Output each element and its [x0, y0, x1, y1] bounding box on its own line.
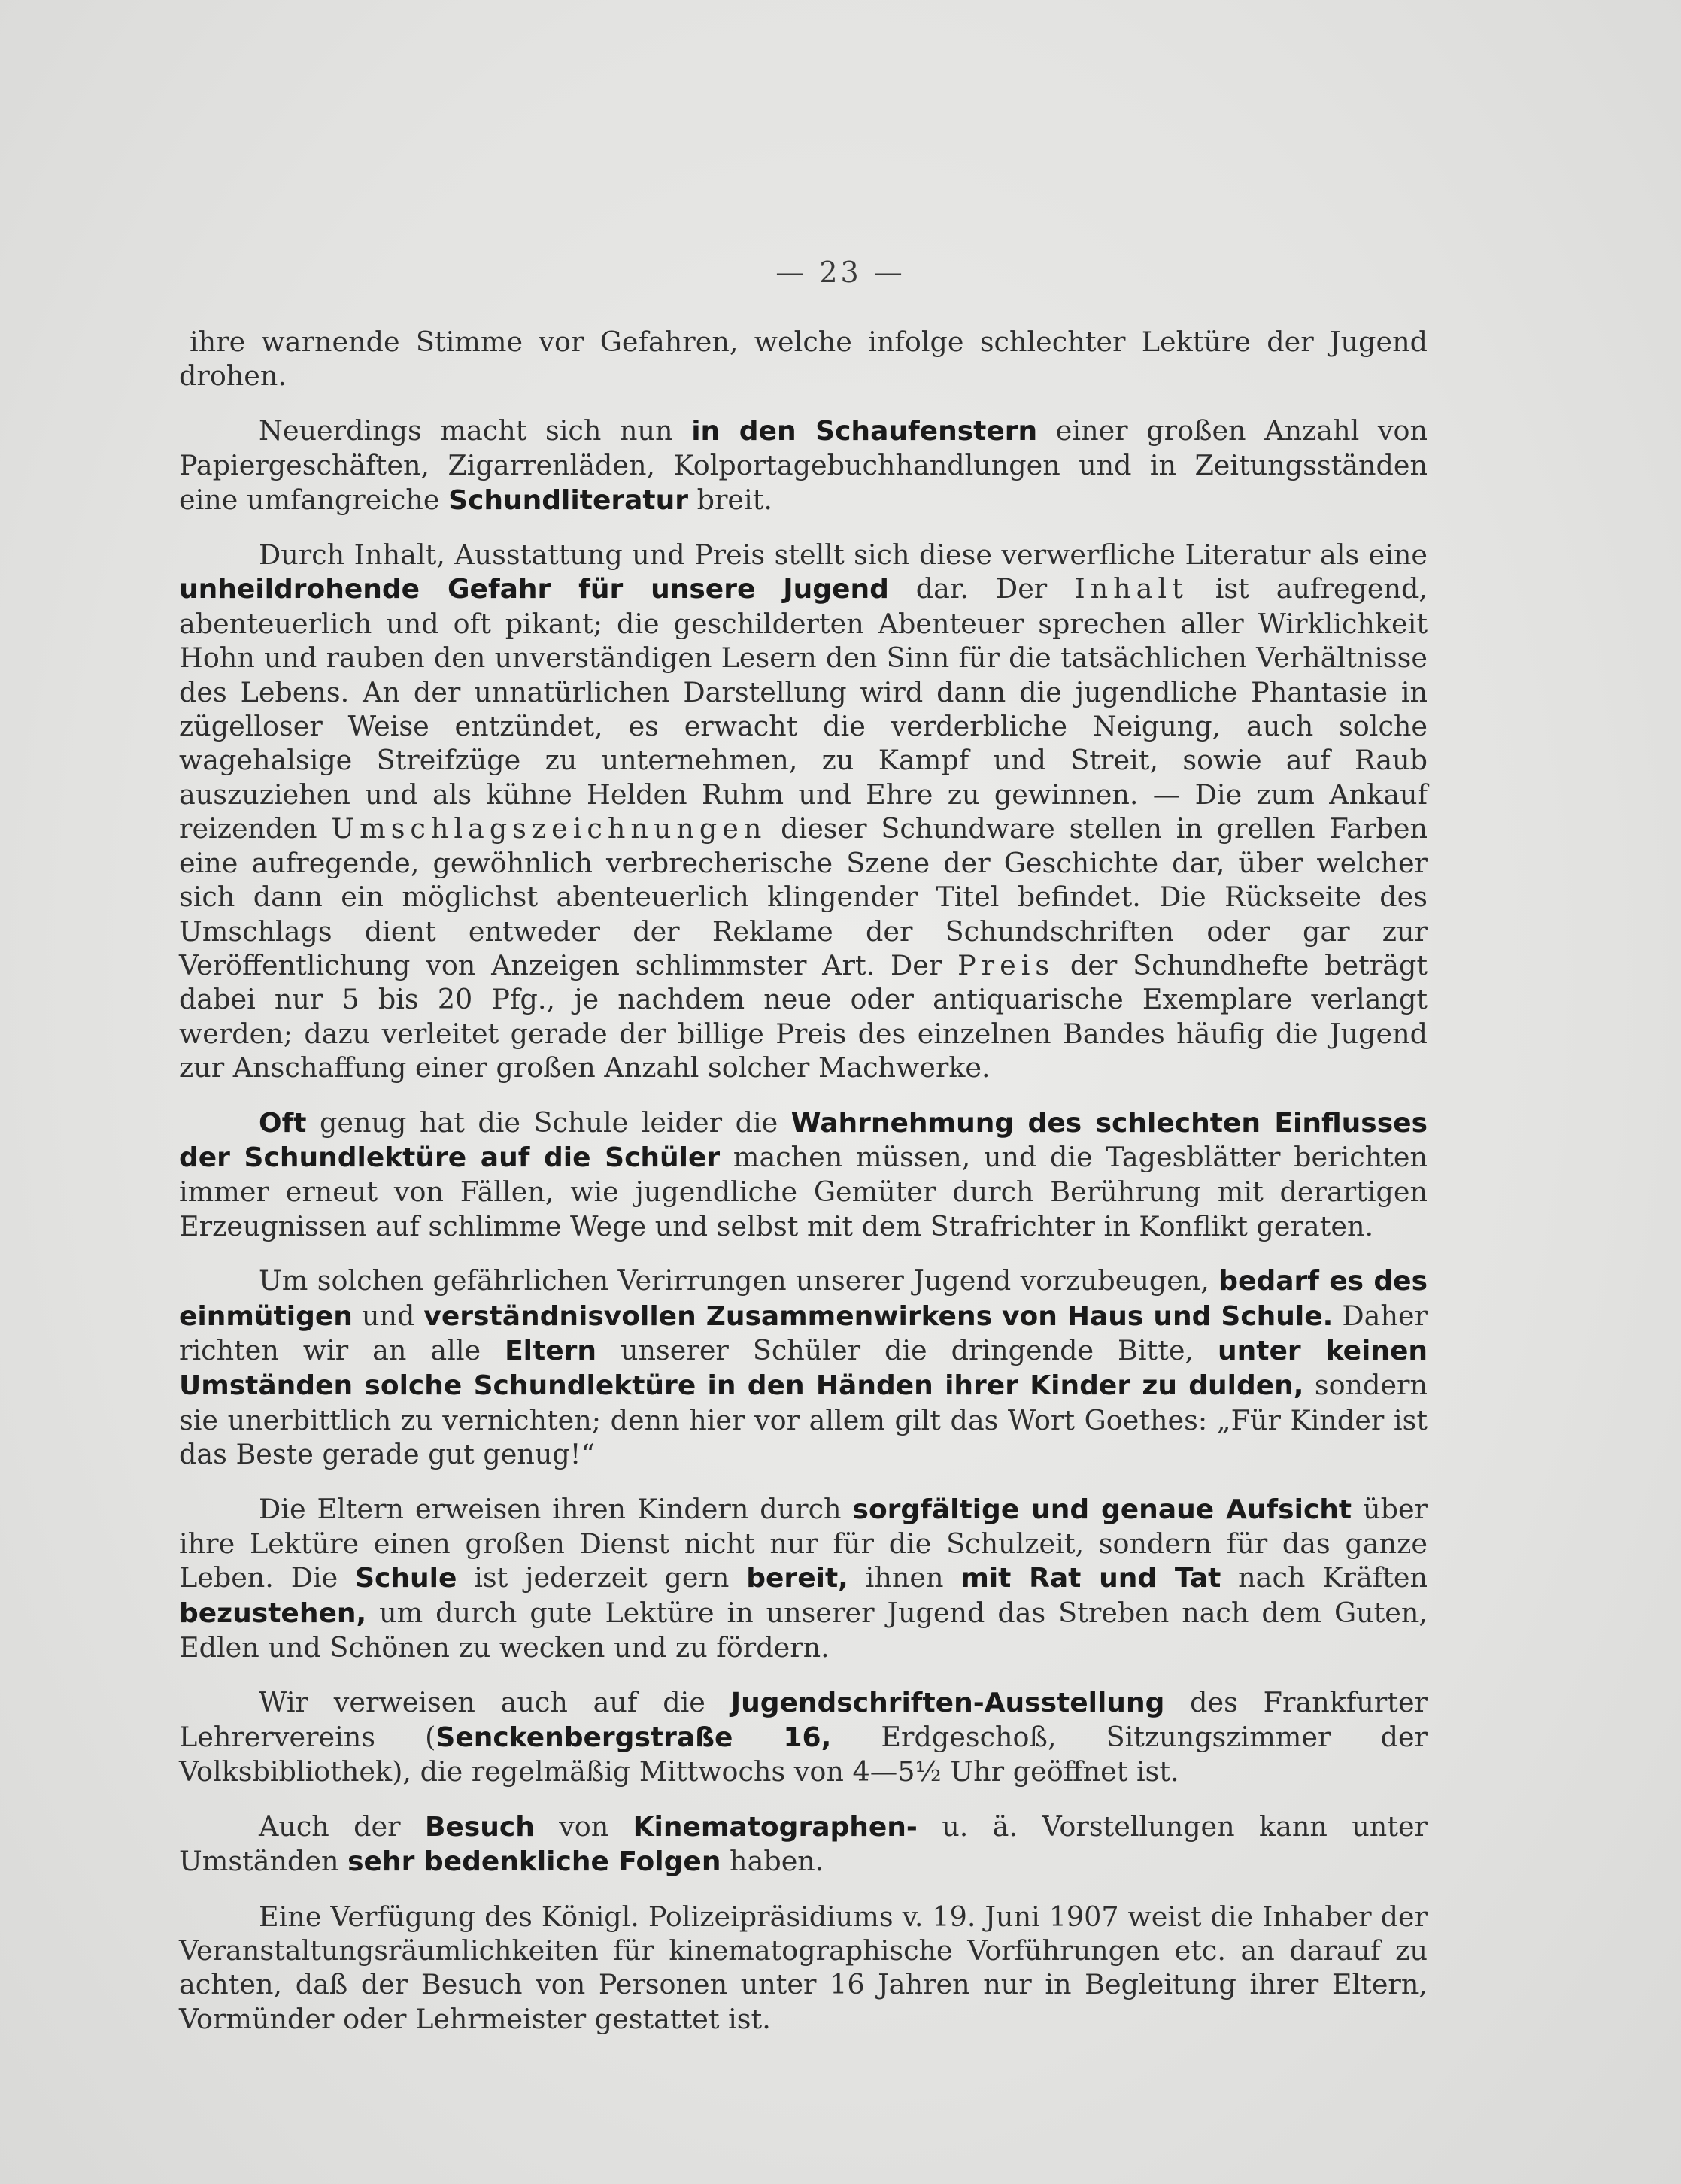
- paragraph: [179, 414, 1428, 517]
- emphasized-text: mit Rat und Tat: [960, 1563, 1221, 1594]
- text-segment: sondern sie unerbittlich zu vernichten; denn hier vor allem gilt das Wort Goethes: „Für Kinder ist das Beste gerade gut genug!“: [179, 1369, 1428, 1471]
- text-segment: von: [534, 1809, 633, 1843]
- emphasized-text: Senckenbergstraße 16,: [435, 1722, 832, 1754]
- emphasized-text: Kinematographen-: [633, 1811, 918, 1843]
- text-segment: Eine Verfügung des Königl. Polizeipräsidiums v. 19. Juni 1907 weist die Inhaber der Veranstaltungsräumlichkeiten für kinematographische Vorführungen etc. an darauf zu achten, daß der Besuch von Personen unter 16 Jahren nur in Begleitung ihrer Eltern, Vormünder oder Lehrmeister gestattet ist.: [179, 1900, 1428, 2035]
- text-segment: Auch der: [259, 1809, 425, 1843]
- emphasized-text: bedarf es des einmütigen: [179, 1266, 1428, 1332]
- emphasized-text: Wahrnehmung des schlechten Einflusses der Schundlektüre auf die Schüler: [179, 1107, 1428, 1173]
- emphasized-text: Schule: [355, 1563, 457, 1594]
- emphasized-text: Jugendschriften-Ausstellung: [730, 1687, 1165, 1718]
- emphasized-text: bereit,: [746, 1563, 848, 1594]
- emphasized-text: verständnisvollen Zusammenwirkens von Haus und Schule.: [423, 1300, 1334, 1332]
- text-segment: um durch gute Lektüre in unserer Jugend das Streben nach dem Guten, Edlen und Schönen zu wecken und zu fördern.: [179, 1596, 1428, 1664]
- text-segment: Neuerdings macht sich nun: [259, 414, 692, 447]
- paragraph: [179, 1685, 1428, 1789]
- emphasized-text: sorgfältige und genaue Aufsicht: [852, 1494, 1352, 1525]
- text-segment: ist aufregend, abenteuerlich und oft pikant; die geschilderten Abenteuer sprechen aller Wirklichkeit Hohn und rauben den unverständigen Lesern den Sinn für die tatsächlichen Verhältnisse des Lebens. An der unnatürlichen Darstellung wird dann die jugendliche Phantasie in zügelloser Weise entzündet, es erwacht die verderbliche Neigung, auch solche wagehalsige Streifzüge zu unternehmen, zu Kampf und Streit, sowie auf Raub auszuziehen und als kühne Helden Ruhm und Ehre zu gewinnen. — Die zum Ankauf reizenden: [179, 572, 1428, 845]
- text-segment: unserer Schüler die dringende Bitte,: [596, 1333, 1218, 1367]
- text-segment: und: [352, 1299, 424, 1332]
- paragraph: [179, 1492, 1428, 1665]
- paragraph: [179, 1106, 1428, 1244]
- text-segment: haben.: [721, 1845, 824, 1878]
- text-segment: ihre warnende Stimme vor Gefahren, welche infolge schlechter Lektüre der Jugend drohen.: [179, 326, 1428, 393]
- text-segment: nach Kräften: [1221, 1561, 1428, 1594]
- emphasized-text: in den Schaufenstern: [691, 415, 1038, 447]
- emphasized-text: unter keinen Umständen solche Schundlektüre in den Händen ihrer Kinder zu dulden,: [179, 1335, 1428, 1402]
- emphasized-text: Besuch: [424, 1811, 535, 1843]
- text-segment: genug hat die Schule leider die: [306, 1106, 791, 1139]
- body-text: [179, 325, 1428, 2056]
- text-segment: Wir verweisen auch auf die: [259, 1685, 731, 1718]
- emphasized-text: Eltern: [505, 1335, 597, 1367]
- spaced-text: Inhalt: [1074, 572, 1188, 605]
- spaced-text: Preis: [957, 948, 1055, 981]
- page-number: — 23 —: [775, 256, 906, 289]
- paragraph: [179, 538, 1428, 1085]
- text-segment: ist jederzeit gern: [457, 1561, 747, 1594]
- text-segment: dieser Schundware stellen in grellen Farben eine aufregende, gewöhnlich verbrecherische Szene der Geschichte dar, über welcher sich dann ein möglichst abenteuerlich klingender Titel befindet. Die Rückseite des Umschlags dient entweder der Reklame der Schundschriften oder gar zur Veröffentlichung von Anzeigen schlimmster Art. Der: [179, 812, 1428, 981]
- text-segment: u. ä. Vorstellungen kann unter Umständen: [179, 1809, 1428, 1878]
- text-segment: machen müssen, und die Tagesblätter berichten immer erneut von Fällen, wie jugendliche Gemüter durch Berührung mit derartigen Erzeugnissen auf schlimme Wege und selbst mit dem Strafrichter in Konflikt geraten.: [179, 1140, 1428, 1242]
- paragraph: [179, 1263, 1428, 1471]
- emphasized-text: Schundliteratur: [448, 484, 688, 516]
- text-segment: ihnen: [848, 1561, 961, 1594]
- emphasized-text: sehr bedenkliche Folgen: [347, 1846, 721, 1878]
- text-segment: einer großen Anzahl von Papiergeschäften, Zigarrenläden, Kolportagebuchhandlungen und in Zeitungsständen eine umfangreiche: [179, 414, 1428, 516]
- text-segment: Daher richten wir an alle: [179, 1299, 1428, 1367]
- text-segment: Die Eltern erweisen ihren Kindern durch: [259, 1492, 853, 1525]
- paragraph: [179, 1900, 1428, 2037]
- text-segment: breit.: [688, 483, 772, 516]
- text-segment: der Schundhefte beträgt dabei nur 5 bis 20 Pfg., je nachdem neue oder antiquarische Exemplare verlangt werden; dazu verleitet gerade der billige Preis des einzelnen Bandes häufig die Jugend zur Anschaffung einer großen Anzahl solcher Machwerke.: [179, 948, 1428, 1084]
- emphasized-text: Oft: [259, 1107, 307, 1139]
- text-segment: über ihre Lektüre einen großen Dienst nicht nur für die Schulzeit, sondern für das ganze Leben. Die: [179, 1492, 1428, 1594]
- text-segment: Durch Inhalt, Ausstattung und Preis stellt sich diese verwerfliche Literatur als eine: [259, 538, 1428, 572]
- paragraph: [179, 1809, 1428, 1879]
- emphasized-text: unheildrohende Gefahr für unsere Jugend: [179, 574, 889, 605]
- text-segment: Erdgeschoß, Sitzungszimmer der Volksbibliothek), die regelmäßig Mittwochs von 4—5½ Uhr geöffnet ist.: [179, 1721, 1428, 1788]
- spaced-text: Umschlagszeichnungen: [331, 812, 767, 845]
- emphasized-text: bezustehen,: [179, 1597, 367, 1629]
- text-segment: dar. Der: [888, 572, 1075, 605]
- text-segment: Um solchen gefährlichen Verirrungen unserer Jugend vorzubeugen,: [259, 1264, 1219, 1297]
- text-segment: des Frankfurter Lehrervereins (: [179, 1685, 1428, 1754]
- paragraph: [179, 325, 1428, 393]
